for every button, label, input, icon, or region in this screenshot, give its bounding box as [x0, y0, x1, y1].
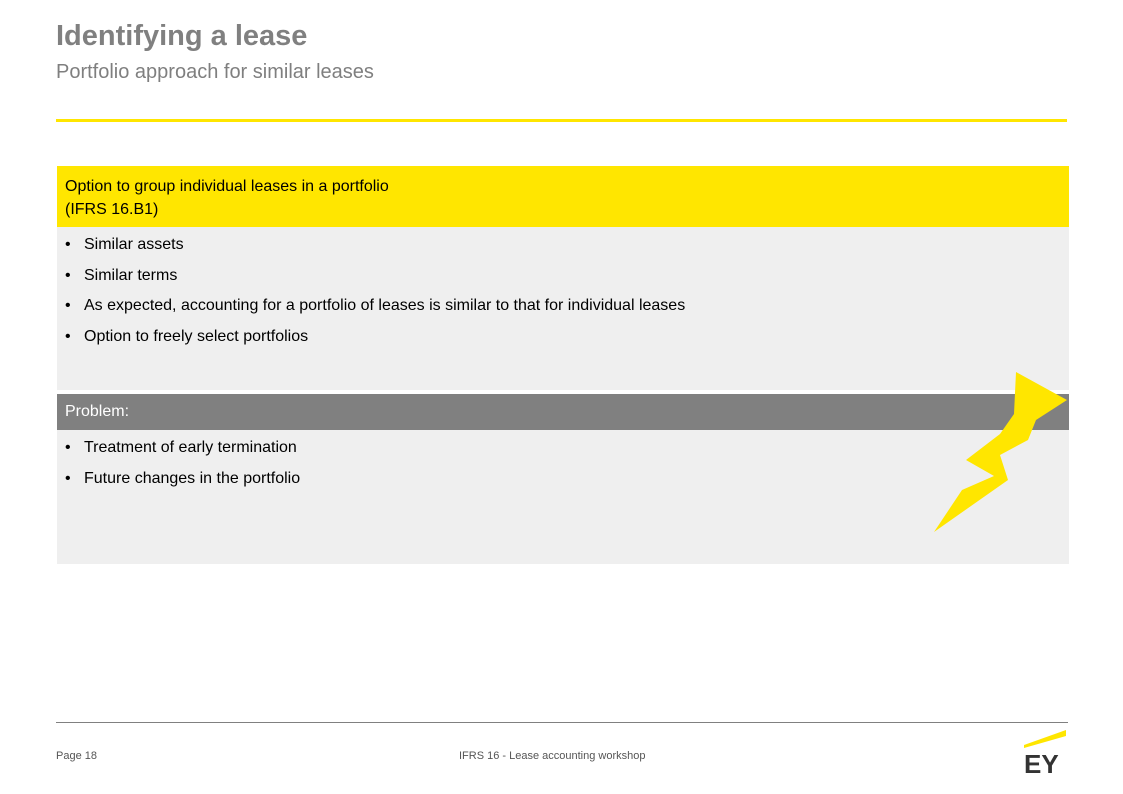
option-box-header-line1: Option to group individual leases in a portfolio — [65, 178, 389, 195]
bullet: • — [65, 236, 71, 253]
list-item-text: Option to freely select portfolios — [84, 327, 309, 345]
option-box-header — [57, 166, 1069, 227]
problem-box-body — [57, 430, 1069, 564]
option-box-body — [57, 227, 1069, 390]
option-list — [65, 233, 1069, 355]
ey-logo — [1022, 728, 1068, 776]
footer-title: IFRS 16 - Lease accounting workshop — [459, 750, 646, 762]
list-item-text: Future changes in the portfolio — [84, 469, 301, 487]
footer-divider — [56, 722, 1068, 723]
page-number: Page 18 — [56, 750, 97, 762]
list-item — [65, 294, 1069, 325]
problem-list — [65, 436, 1069, 497]
list-item — [65, 436, 1069, 467]
problem-box-header: Problem: — [57, 394, 1069, 430]
list-item-text: Similar terms — [84, 266, 178, 284]
list-item — [65, 325, 1069, 356]
bullet: • — [65, 297, 71, 314]
page-subtitle: Portfolio approach for similar leases — [56, 61, 374, 83]
title-divider — [56, 119, 1067, 122]
page-title: Identifying a lease — [56, 20, 308, 52]
lightning-bolt-icon — [930, 370, 1070, 535]
bullet: • — [65, 327, 71, 345]
list-item — [65, 264, 1069, 295]
option-box-header-line2: (IFRS 16.B1) — [65, 201, 159, 218]
list-item — [65, 233, 1069, 264]
ey-logo-text: EY — [1024, 749, 1059, 776]
bullet: • — [65, 469, 71, 487]
bullet: • — [65, 439, 71, 456]
bullet: • — [65, 266, 71, 284]
list-item-text: As expected, accounting for a portfolio of leases is similar to that for individual leases — [84, 297, 686, 314]
list-item-text: Similar assets — [84, 236, 184, 253]
list-item-text: Treatment of early termination — [84, 439, 297, 456]
list-item — [65, 467, 1069, 498]
